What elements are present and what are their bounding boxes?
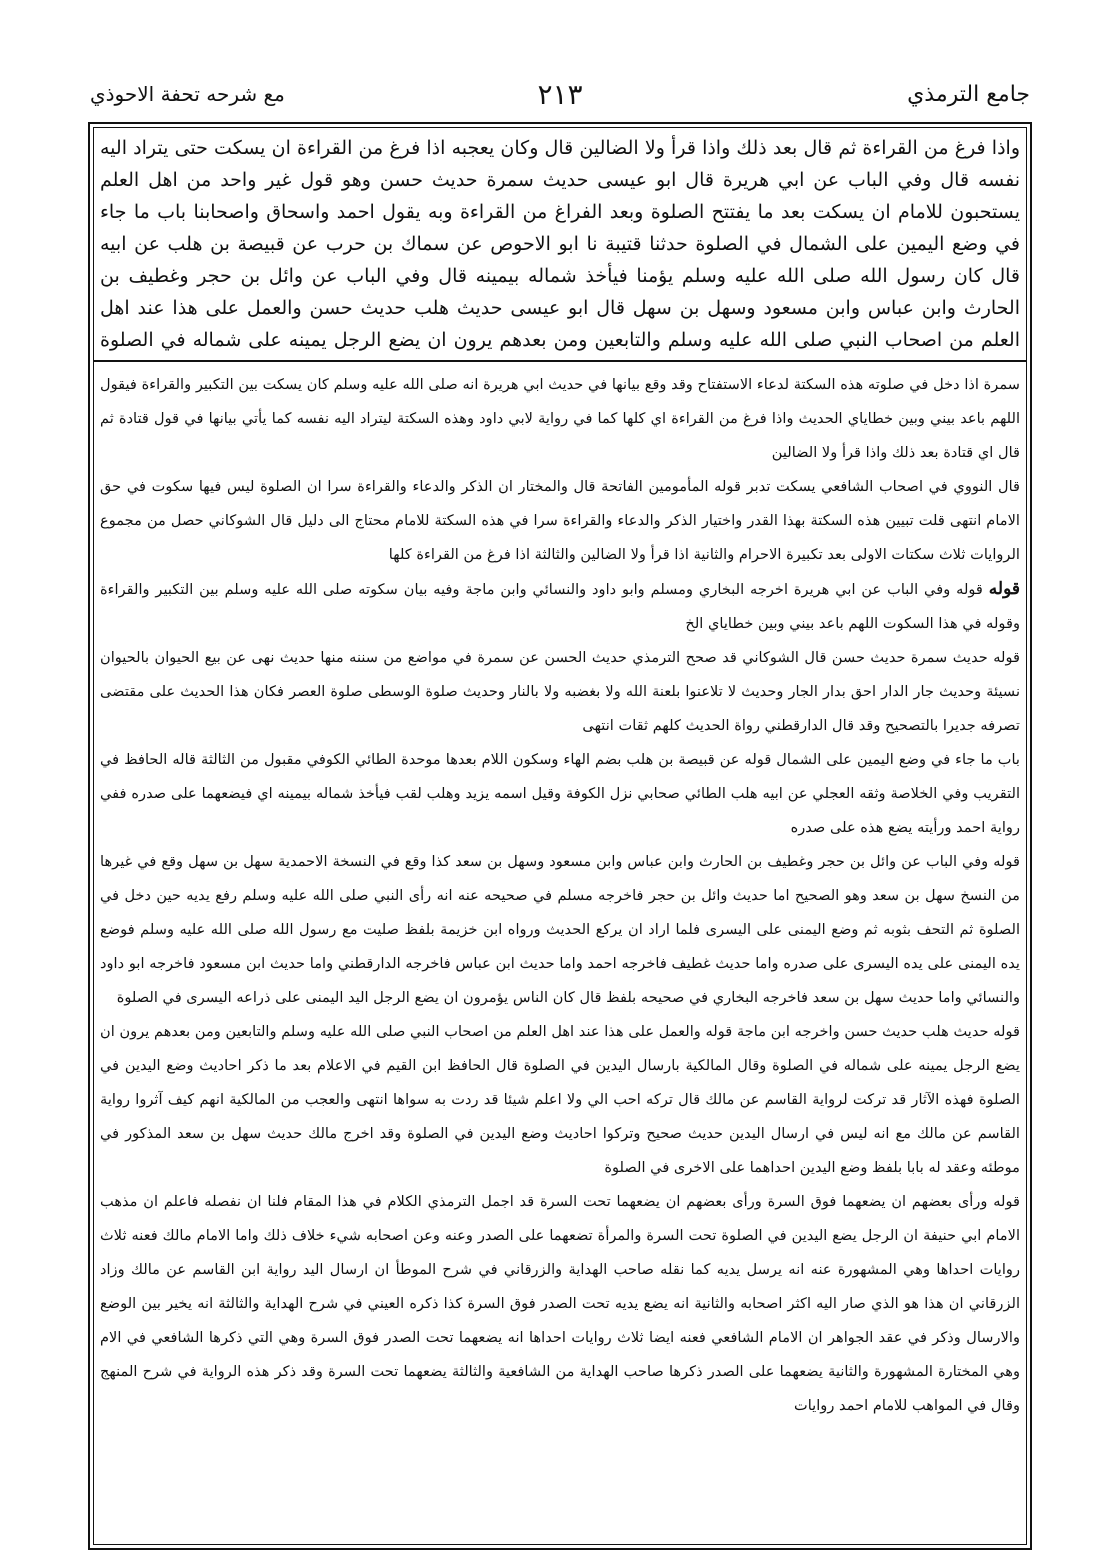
page-frame bbox=[88, 122, 1032, 1550]
qawluhu-marker: قوله bbox=[988, 579, 1020, 599]
page-header bbox=[90, 78, 1030, 118]
commentary-paragraph: قوله وفي الباب عن وائل بن حجر وغطيف بن الحارث وابن عباس وابن مسعود وسهل بن سعد كذا وقع في النسخة الاحمدية سهل بن سهل وقع في غيرها من النسخ سهل بن سعد وهو الصحيح اما حديث وائل بن حجر فاخرجه مسلم في صحيحه عنه انه رأى النبي صلى الله عليه وسلم رفع يديه حين دخل في الصلوة ثم التحف بثوبه ثم وضع اليمنى على اليسرى فلما اراد ان يركع الحديث ورواه ابن خزيمة بلفظ صليت مع رسول الله صلى الله عليه وسلم فوضع يده اليمنى على يده اليسرى على صدره واما حديث غطيف فاخرجه احمد واما حديث ابن عباس فاخرجه الدارقطني واما حديث ابن مسعود فاخرجه ابو داود والنسائي واما حديث سهل بن سعد فاخرجه البخاري في صحيحه بلفظ قال كان الناس يؤمرون ان يضع الرجل اليد اليمنى على ذراعه اليسرى في الصلوة bbox=[100, 853, 1020, 1006]
commentary-paragraph: سمرة اذا دخل في صلوته هذه السكتة لدعاء الاستفتاح وقد وقع بيانها في حديث ابي هريرة انه صلى الله عليه وسلم كان يسكت بين التكبير والقراءة فيقول اللهم باعد بيني وبين خطاياي الحديث واذا فرغ من القراءة اي كلها كما في رواية لابي داود وهذه السكتة ليتراد اليه نفسه كما يأتي بيانها في قول قتادة ثم قال اي قتادة بعد ذلك واذا قرأ ولا الضالين bbox=[100, 376, 1020, 461]
commentary-paragraph: قوله حديث سمرة حديث حسن قال الشوكاني قد صحح الترمذي حديث الحسن عن سمرة في مواضع من سننه منها حديث نهى عن بيع الحيوان بالحيوان نسيئة وحديث جار الدار احق بدار الجار وحديث لا تلاعنوا بلعنة الله ولا بغضبه ولا بالنار وحديث صلوة الوسطى صلوة العصر فكان هذا الحديث على مقتضى تصرفه جديرا بالتصحيح وقد قال الدارقطني رواة الحديث كلهم ثقات انتهى bbox=[100, 649, 1020, 734]
commentary-title: مع شرحه تحفة الاحوذي bbox=[90, 82, 285, 106]
book-title: جامع الترمذي bbox=[907, 82, 1030, 107]
page-number: ٢١٣ bbox=[537, 78, 583, 111]
commentary-paragraph bbox=[100, 572, 1020, 641]
commentary-paragraph: باب ما جاء في وضع اليمين على الشمال قوله عن قبيصة بن هلب بضم الهاء وسكون اللام بعدها موحدة الطائي الكوفي مقبول من الثالثة قاله الحافظ في التقريب وفي الخلاصة وثقه العجلي عن ابيه هلب الطائي صحابي نزل الكوفة وقيل اسمه يزيد وهلب لقب فيأخذ شماله بيمينه اي فيضعهما على صدره ففي رواية احمد ورأيته يضع هذه على صدره bbox=[100, 751, 1020, 836]
commentary-paragraph: قوله حديث هلب حديث حسن واخرجه ابن ماجة قوله والعمل على هذا عند اهل العلم من اصحاب النبي صلى الله عليه وسلم والتابعين ومن بعدهم يرون ان يضع الرجل يمينه على شماله في الصلوة وقال المالكية بارسال اليدين في الصلوة قال الحافظ ابن القيم في الاعلام بعد ما ذكر احاديث وضع اليدين في الصلوة فهذه الآثار قد تركت لرواية القاسم عن مالك قال تركه احب الي ولا اعلم شيئا قد ردت به سواها انتهى والعجب من المالكية انهم كيف آثروا رواية القاسم عن مالك مع انه ليس في ارسال اليدين حديث صحيح وتركوا احاديث وضع اليدين في الصلوة وقد اخرج مالك حديث سهل بن سعد المذكور في موطئه وعقد له بابا بلفظ وضع اليدين احداهما على الاخرى في الصلوة bbox=[100, 1023, 1020, 1176]
commentary-text: قوله وفي الباب عن ابي هريرة اخرجه البخاري ومسلم وابو داود والنسائي وابن ماجة وفيه بيان سكوته صلى الله عليه وسلم بين التكبير والقراءة وقوله في هذا السكوت اللهم باعد بيني وبين خطاياي الخ bbox=[100, 581, 1020, 632]
section-divider bbox=[94, 360, 1026, 362]
commentary-paragraph: قال النووي في اصحاب الشافعي يسكت تدبر قوله المأمومين الفاتحة قال والمختار ان الذكر والدعاء والقراءة سرا ان الصلوة ليس فيها سكوت في حق الامام انتهى قلت تبيين هذه السكتة بهذا القدر واختيار الذكر والدعاء والقراءة سرا في هذه السكتة للامام محتاج الى دليل قال الشوكاني حصل من مجموع الروايات ثلاث سكتات الاولى بعد تكبيرة الاحرام والثانية اذا قرأ ولا الضالين والثالثة اذا فرغ من القراءة كلها bbox=[100, 478, 1020, 563]
commentary-section bbox=[100, 368, 1020, 1540]
hadith-main-text: واذا فرغ من القراءة ثم قال بعد ذلك واذا قرأ ولا الضالين قال وكان يعجبه اذا فرغ من القراءة ان يسكت حتى يتراد اليه نفسه قال وفي الباب عن ابي هريرة قال ابو عيسى حديث سمرة حديث حسن وهو قول غير واحد من اهل العلم يستحبون للامام ان يسكت بعد ما يفتتح الصلوة وبعد الفراغ من القراءة وبه يقول احمد واسحاق واصحابنا باب ما جاء في وضع اليمين على الشمال في الصلوة حدثنا قتيبة نا ابو الاحوص عن سماك بن حرب عن قبيصة بن هلب عن ابيه قال كان رسول الله صلى الله عليه وسلم يؤمنا فيأخذ شماله بيمينه قال وفي الباب عن وائل بن حجر وغطيف بن الحارث وابن عباس وابن مسعود وسهل بن سهل قال ابو عيسى حديث هلب حديث حسن والعمل على هذا عند اهل العلم من اصحاب النبي صلى الله عليه وسلم والتابعين ومن بعدهم يرون ان يضع الرجل يمينه على شماله في الصلوة bbox=[100, 137, 1020, 351]
commentary-paragraph: قوله ورأى بعضهم ان يضعهما فوق السرة ورأى بعضهم ان يضعهما تحت السرة قد اجمل الترمذي الكلام في هذا المقام فلنا ان نفصله فاعلم ان مذهب الامام ابي حنيفة ان الرجل يضع اليدين في الصلوة تحت السرة والمرأة تضعهما على الصدر وعنه وعن اصحابه شيء خلاف ذلك واما الامام مالك فعنه ثلاث روايات احداها وهي المشهورة عنه انه يرسل يديه كما نقله صاحب الهداية والزرقاني في شرح الموطأ ان ارسال اليد رواية ابن القاسم عن مالك وزاد الزرقاني ان هذا هو الذي صار اليه اكثر اصحابه والثانية انه يضع يديه تحت الصدر فوق السرة كذا ذكره العيني في شرح الهداية والثالثة انه يخير بين الوضع والارسال وذكر في عقد الجواهر ان الامام الشافعي فعنه ايضا ثلاث روايات احداها انه يضعهما تحت الصدر فوق السرة وهي التي ذكرها الشافعي في الام وهي المختارة المشهورة والثانية يضعهما على الصدر ذكرها صاحب الهداية من الشافعية والثالثة يضعهما تحت السرة وقد ذكر هذه الرواية في شرح المنهج وقال في المواهب للامام احمد روايات bbox=[100, 1193, 1020, 1414]
